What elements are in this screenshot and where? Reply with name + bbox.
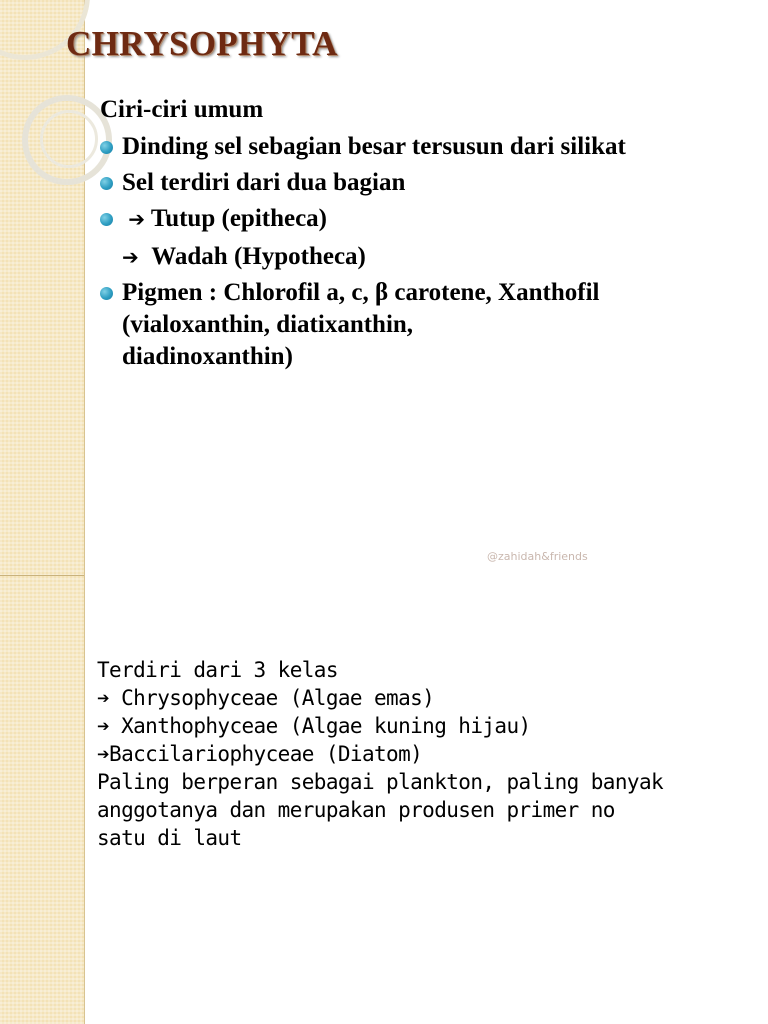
bullet-dot-icon	[100, 177, 113, 190]
text-line: satu di laut	[97, 826, 242, 850]
bottom-slide-content	[97, 656, 737, 852]
top-slide-content	[100, 92, 760, 373]
text-line: ➔ Xanthophyceae (Algae kuning hijau)	[97, 714, 531, 738]
bullet-list	[100, 131, 760, 373]
text-line: Paling berperan sebagai plankton, paling banyak	[97, 770, 664, 794]
arrow-icon: ➔	[122, 245, 139, 269]
bullet-dot-icon	[100, 213, 113, 226]
text-line: Terdiri dari 3 kelas	[97, 658, 338, 682]
tutup-text: Tutup (epitheca)	[150, 205, 328, 232]
bullet-text: Sel terdiri dari dua bagian	[122, 169, 406, 196]
bullet-item	[100, 131, 760, 163]
arrow-icon: ➔	[128, 207, 146, 231]
bullet-item-tutup	[100, 203, 760, 235]
text-line: ➔Baccilariophyceae (Diatom)	[97, 742, 423, 766]
pigmen-line: (vialoxanthin, diatixanthin,	[122, 311, 414, 338]
slide-divider	[0, 575, 84, 576]
bullet-dot-icon	[100, 141, 113, 154]
text-line: anggotanya dan merupakan produsen primer no	[97, 798, 615, 822]
bullet-item-pigmen	[100, 277, 760, 373]
sub-item-wadah	[100, 241, 760, 273]
bullet-text: Dinding sel sebagian besar tersusun dari silikat	[122, 133, 626, 160]
pigmen-line: diadinoxanthin)	[122, 343, 293, 370]
text-line: ➔ Chrysophyceae (Algae emas)	[97, 686, 435, 710]
decorative-ring-inner	[40, 110, 98, 168]
section-heading: Ciri-ciri umum	[100, 96, 264, 123]
watermark: @zahidah&friends	[487, 550, 588, 563]
pigmen-line: Pigmen : Chlorofil a, c, β carotene, Xanthofil	[122, 279, 600, 306]
slide-title: CHRYSOPHYTA	[66, 24, 338, 63]
bullet-item	[100, 167, 760, 199]
bullet-dot-icon	[100, 287, 113, 300]
wadah-text: Wadah (Hypotheca)	[151, 243, 366, 270]
